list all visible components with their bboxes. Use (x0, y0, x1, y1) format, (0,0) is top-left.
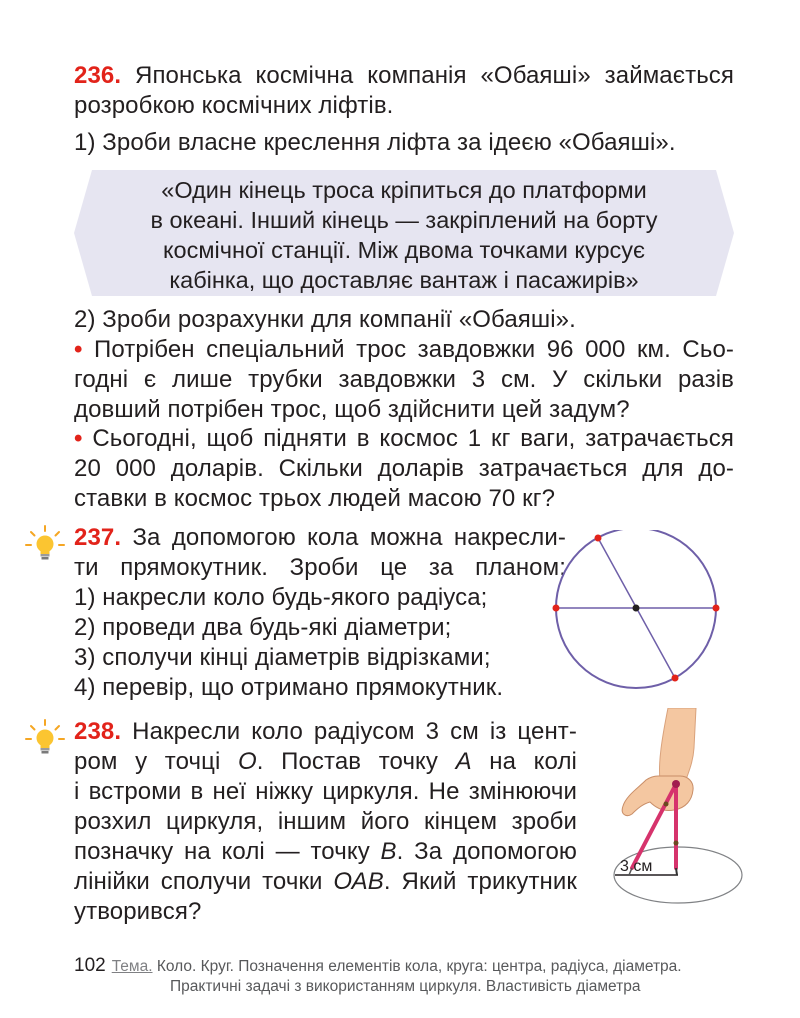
quote-text (74, 175, 734, 295)
p238-line-5: позначку на колі — точку В. За допомогою (74, 838, 577, 865)
page-number: 102 (74, 955, 106, 976)
p238-line-3: і встроми в неї ніжку циркуля. Не змінюючи (74, 778, 577, 805)
p237-step-1: 1) накресли коло будь-якого радіуса; (74, 584, 488, 611)
page-footer (74, 956, 774, 997)
p236-bullet-1-line-3: довший потрібен трос, щоб здійснити цей задум? (74, 396, 630, 423)
p237-line-1: 237. За допомогою кола можна накресли- (74, 524, 566, 551)
p238-number: 238. (74, 718, 122, 745)
bullet: • (74, 336, 83, 363)
quote-line: в океані. Інший кінець — закріплений на борту (150, 207, 658, 233)
diameter-end-point (713, 605, 720, 612)
compass-hinge (672, 780, 680, 788)
diameter-end-point (672, 675, 679, 682)
p237-step-2: 2) проведи два будь-які діаметри; (74, 614, 452, 641)
quote-line: кабінка, що доставляє вантаж і пасажирів» (169, 267, 639, 293)
p237-step-3: 3) сполучи кінці діаметрів відрізками; (74, 644, 491, 671)
compass-screw (664, 802, 669, 807)
p236-bullet-2-line-1: • Сьогодні, щоб підняти в космос 1 кг ваги, затрачається (74, 425, 734, 452)
compass-illustration (598, 708, 748, 913)
p238-line-4: розхил циркуля, іншим його кінцем зроби (74, 808, 577, 835)
compass-pencil-tip (676, 868, 677, 875)
circle-diameters-figure (548, 530, 728, 690)
center-point (633, 605, 640, 612)
p238-line-6: лінійки сполучи точки ОАВ. Який трикутник (74, 868, 578, 895)
lightbulb-icon (24, 718, 66, 760)
p236-bullet-2-line-2: 20 000 доларів. Скільки доларів затрачається для до- (74, 455, 734, 482)
points-oab-label: ОАВ (333, 868, 384, 895)
p238-line-2: ром у точці О. Постав точку А на колі (74, 748, 577, 775)
radius-label: 3 см (620, 858, 653, 875)
p236-line-1: 236. Японська космічна компанія «Обаяші» займається (74, 62, 734, 89)
quote-line: «Один кінець троса кріпиться до платформи (161, 177, 647, 203)
topic-label: Тема. (111, 958, 153, 975)
diameter-end-point (595, 535, 602, 542)
compass-screw (674, 841, 679, 846)
p237-line-2: ти прямокутник. Зроби це за планом: (74, 554, 566, 581)
lightbulb-icon (24, 524, 66, 566)
quote-line: космічної станції. Між двома точками курсує (162, 237, 646, 263)
p238-line-1: 238. Накресли коло радіусом 3 см із цент- (74, 718, 577, 745)
p236-line-2: розробкою космічних ліфтів. (74, 92, 394, 119)
p236-number: 236. (74, 62, 122, 89)
p236-task-2: 2) Зроби розрахунки для компанії «Обаяші». (74, 306, 576, 333)
p237-step-4: 4) перевір, що отримано прямокутник. (74, 674, 504, 701)
p237-number: 237. (74, 524, 122, 551)
p236-bullet-2-line-3: ставки в космос трьох людей масою 70 кг? (74, 485, 556, 512)
footer-line-2: Практичні задачі з використанням циркуля. Властивість діаметра (170, 978, 641, 995)
diameter-end-point (553, 605, 560, 612)
p236-bullet-1-line-2: годні є лише трубки завдовжки 3 см. У скільки разів (74, 366, 734, 393)
p238-line-7: утворився? (74, 898, 202, 925)
point-b-label: В (380, 838, 397, 865)
arm (659, 708, 696, 780)
hand (622, 776, 693, 816)
point-a-label: А (455, 748, 472, 775)
footer-line-1: Коло. Круг. Позначення елементів кола, круга: центра, радіуса, діаметра. (156, 958, 682, 975)
bullet: • (74, 425, 83, 452)
p236-task-1: 1) Зроби власне креслення ліфта за ідеєю «Обаяші». (74, 129, 676, 156)
point-o-label: О (237, 748, 257, 775)
p236-bullet-1-line-1: • Потрібен спеціальний трос завдовжки 96 000 км. Сьо- (74, 336, 734, 363)
